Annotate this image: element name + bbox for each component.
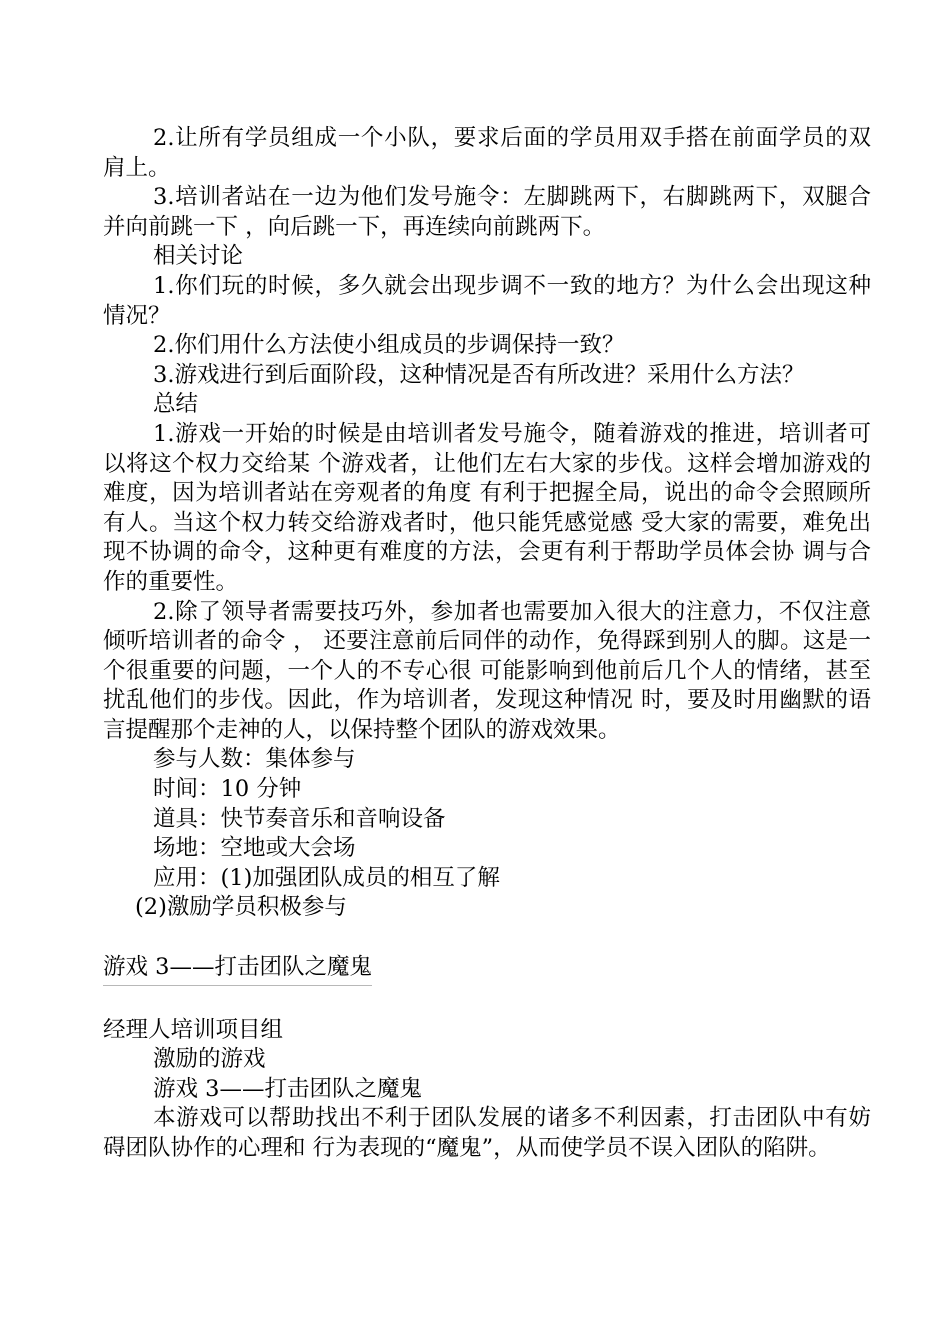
org-line: 经理人培训项目组 [103,1016,284,1043]
question-3: 3.游戏进行到后面阶段，这种情况是否有所改进？采用什么方法？ [153,361,805,388]
props-line: 道具：快节奏音乐和音响设备 [153,805,446,832]
question-2: 2.你们用什么方法使小组成员的步调保持一致？ [153,332,625,359]
section-heading-block [103,953,372,986]
section-heading: 游戏 3——打击团队之魔鬼 [103,954,372,981]
summary-1: 1.游戏一开始的时候是由培训者发号施令，随着游戏的推进，培训者可以将这个权力交给某 个游戏者，让他们左右大家的步伐。这样会增加游戏的难度，因为培训者站在旁观者的角度 有利于把握全局，说出的命令会照顾所有人。当这个权力转交给游戏者时，他只能凭感觉感 受大家的需要，难免出现不协调的命令，这种更有难度的方法，会更有利于帮助学员体会协 调与合作的重要性。 [103,420,871,595]
application-line-2: (2)激励学员积极参与 [135,894,347,921]
application-line-1: 应用：(1)加强团队成员的相互了解 [153,864,500,891]
spacer [103,923,871,953]
participants-line: 参与人数：集体参与 [153,746,356,773]
venue-line: 场地：空地或大会场 [153,835,356,862]
subheading-incentive-games: 激励的游戏 [153,1046,266,1073]
paragraph-step-3: 3.培训者站在一边为他们发号施令：左脚跳两下，右脚跳两下，双腿合并向前跳一下 ，向后跳一下，再连续向前跳两下。 [103,184,871,240]
question-1: 1.你们玩的时候，多久就会出现步调不一致的地方？为什么会出现这种情况？ [103,272,871,329]
subheading-game-3: 游戏 3——打击团队之魔鬼 [153,1075,422,1102]
heading-summary: 总结 [153,391,199,418]
heading-discussion: 相关讨论 [153,243,244,270]
document-page [103,124,871,1164]
game-3-intro: 本游戏可以帮助找出不利于团队发展的诸多不利因素，打击团队中有妨碍团队协作的心理和 行为表现的“魔鬼”，从而使学员不误入团队的陷阱。 [103,1105,871,1161]
time-line: 时间：10 分钟 [153,776,302,803]
spacer [103,986,871,1016]
summary-2: 2.除了领导者需要技巧外，参加者也需要加入很大的注意力，不仅注意倾听培训者的命令 ， 还要注意前后同伴的动作，免得踩到别人的脚。这是一个很重要的问题，一个人的不专心很 可能影响到他前后几个人的情绪，甚至扰乱他们的步伐。因此，作为培训者，发现这种情况 时，要及时用幽默的语言提醒那个走神的人，以保持整个团队的游戏效果。 [103,598,871,743]
paragraph-step-2: 2.让所有学员组成一个小队，要求后面的学员用双手搭在前面学员的双肩上。 [103,125,871,181]
